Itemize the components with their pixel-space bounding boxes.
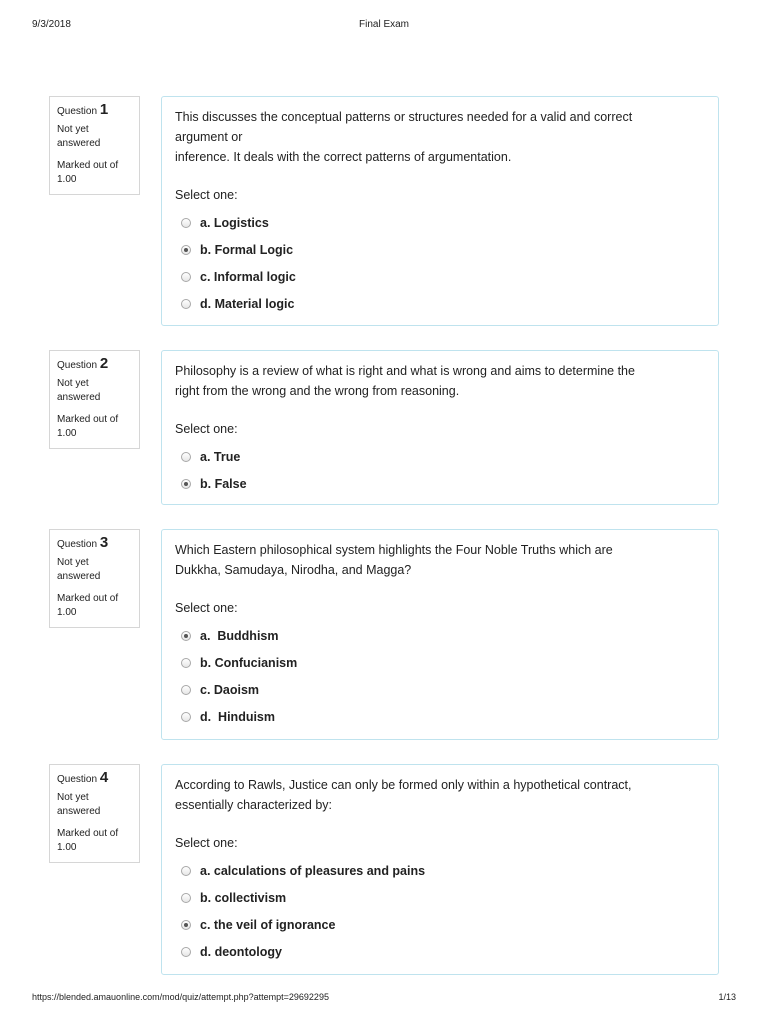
answer-options [175,209,706,317]
question-number-value: 2 [99,355,109,372]
radio-button[interactable] [181,245,191,255]
question-text-line: right from the wrong and the wrong from reasoning. [175,384,460,398]
question-grade: Marked out of 1.00 [57,160,119,185]
question-info [49,350,140,449]
question-number-value: 1 [99,101,109,118]
answer-label[interactable]: d. deontology [200,944,282,959]
answer-option-a[interactable] [175,857,706,884]
answer-label[interactable]: a. Logistics [200,215,269,230]
answer-label[interactable]: c. Informal logic [200,269,296,284]
question-number-value: 4 [99,769,109,786]
question-text-line: Which Eastern philosophical system highlights the Four Noble Truths which are [175,543,613,557]
answer-label[interactable]: b. Formal Logic [200,242,294,257]
select-one-prompt: Select one: [175,188,238,202]
radio-button[interactable] [181,299,191,309]
question-info [49,96,140,195]
radio-button[interactable] [181,452,191,462]
answer-option-a[interactable] [175,209,706,236]
question-text-line: argument or [175,130,243,144]
question-number [57,536,133,552]
answer-option-d[interactable] [175,938,706,965]
radio-button[interactable] [181,218,191,228]
radio-button[interactable] [181,658,191,668]
question-label: Question [57,539,98,550]
answer-label[interactable]: b. collectivism [200,890,287,905]
answer-option-c[interactable] [175,911,706,938]
radio-button[interactable] [181,479,191,489]
answer-options [175,622,706,730]
answer-option-b[interactable] [175,236,706,263]
question-number [57,771,133,787]
radio-button[interactable] [181,272,191,282]
question-number [57,357,133,373]
answer-option-b[interactable] [175,470,706,497]
select-one-prompt: Select one: [175,836,238,850]
answer-label[interactable]: b. False [200,476,247,491]
question-content [161,764,719,975]
question-text-line: essentially characterized by: [175,798,333,812]
question-number-value: 3 [99,534,109,551]
page-count: 1/13 [718,992,736,1002]
answer-option-b[interactable] [175,884,706,911]
answer-label[interactable]: c. the veil of ignorance [200,917,336,932]
print-date: 9/3/2018 [32,19,71,30]
question-state: Not yet answered [57,557,101,582]
question-text-line: Philosophy is a review of what is right and what is wrong and aims to determine the [175,364,635,378]
answer-label[interactable]: a. Buddhism [200,628,279,643]
question-grade: Marked out of 1.00 [57,593,119,618]
question-number [57,103,133,119]
answer-label[interactable]: a. calculations of pleasures and pains [200,863,426,878]
select-one-prompt: Select one: [175,422,238,436]
answer-label[interactable]: a. True [200,449,241,464]
question-text [175,107,706,167]
question-content [161,529,719,740]
question-text-line: According to Rawls, Justice can only be formed only within a hypothetical contract, [175,778,632,792]
question-text [175,361,706,401]
radio-button[interactable] [181,893,191,903]
page-url: https://blended.amauonline.com/mod/quiz/attempt.php?attempt=29692295 [32,992,329,1002]
question-grade: Marked out of 1.00 [57,828,119,853]
question-text [175,775,706,815]
question-state: Not yet answered [57,378,101,403]
question-content [161,350,719,505]
question-label: Question [57,774,98,785]
question-text-line: inference. It deals with the correct patterns of argumentation. [175,150,512,164]
answer-option-a[interactable] [175,443,706,470]
question-label: Question [57,106,98,117]
question-state: Not yet answered [57,792,101,817]
question-label: Question [57,360,98,371]
question-grade: Marked out of 1.00 [57,414,119,439]
question-info [49,529,140,628]
radio-button[interactable] [181,947,191,957]
radio-button[interactable] [181,866,191,876]
question-text-line: This discusses the conceptual patterns or structures needed for a valid and correct [175,110,633,124]
answer-option-a[interactable] [175,622,706,649]
answer-label[interactable]: d. Hinduism [200,709,275,724]
print-header [0,19,768,33]
answer-option-d[interactable] [175,290,706,317]
radio-button[interactable] [181,920,191,930]
question-info [49,764,140,863]
answer-option-d[interactable] [175,703,706,730]
answer-option-c[interactable] [175,676,706,703]
answer-label[interactable]: c. Daoism [200,682,260,697]
answer-options [175,443,706,497]
question-content [161,96,719,326]
question-text [175,540,706,580]
answer-options [175,857,706,965]
answer-option-b[interactable] [175,649,706,676]
select-one-prompt: Select one: [175,601,238,615]
page-title: Final Exam [358,19,409,30]
radio-button[interactable] [181,712,191,722]
answer-label[interactable]: d. Material logic [200,296,295,311]
print-footer [0,992,768,1006]
question-text-line: Dukkha, Samudaya, Nirodha, and Magga? [175,563,412,577]
answer-option-c[interactable] [175,263,706,290]
radio-button[interactable] [181,685,191,695]
answer-label[interactable]: b. Confucianism [200,655,298,670]
question-state: Not yet answered [57,124,101,149]
radio-button[interactable] [181,631,191,641]
